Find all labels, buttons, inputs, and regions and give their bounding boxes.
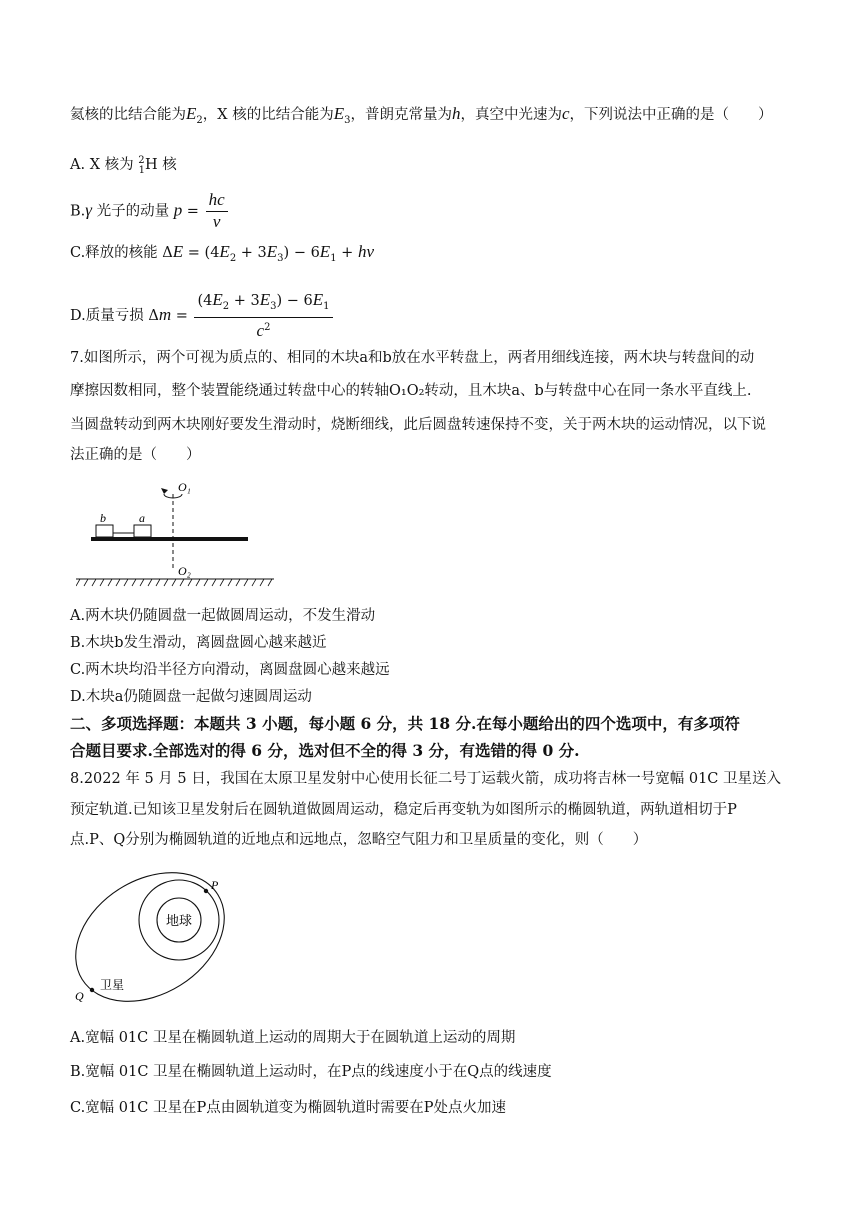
label-a: a <box>139 511 145 525</box>
label-p: P <box>211 878 219 892</box>
q7-option-b: B.木块b发生滑动，离圆盘圆心越来越近 <box>70 635 327 651</box>
label-o2: O₂ <box>178 564 191 578</box>
q6-option-d: D.质量亏损 Δm = $\frac{(4E_2 + 3E_3) - 6E_1}{c^2}$ <box>70 290 335 342</box>
q8-option-b: B.宽幅 01C 卫星在椭圆轨道上运动时，在P点的线速度小于在Q点的线速度 <box>70 1064 552 1080</box>
orbit-figure <box>72 872 242 1007</box>
label-satellite: 卫星 <box>100 978 125 992</box>
q7-stem-line-2: 摩擦因数相同，整个装置能绕通过转盘中心的转轴O₁O₂转动，且木块a、b与转盘中心在同一条水平直线上. <box>70 383 752 399</box>
q7-option-c: C.两木块均沿半径方向滑动，离圆盘圆心越来越远 <box>70 662 390 678</box>
q8-option-a: A.宽幅 01C 卫星在椭圆轨道上运动的周期大于在圆轨道上运动的周期 <box>70 1030 516 1046</box>
q8-stem-line-3: 点.P、Q分别为椭圆轨道的近地点和远地点，忽略空气阻力和卫星质量的变化，则（ ） <box>70 832 648 848</box>
label-b: b <box>100 511 106 525</box>
q6-option-b: B.γ 光子的动量 p = $\frac{hc}{v}$ <box>70 190 230 233</box>
q7-stem-line-4: 法正确的是（ ） <box>70 447 201 463</box>
label-o1: O₁ <box>178 480 191 494</box>
q6-option-c: C.释放的核能 $\Delta E = (4E_2 + 3E_3) - 6E_1 + h\nu$ <box>70 242 374 264</box>
q7-option-a: A.两木块仍随圆盘一起做圆周运动，不发生滑动 <box>70 608 376 624</box>
q7-stem-line-1: 7.如图所示，两个可视为质点的、相同的木块a和b放在水平转盘上，两者用细线连接，两木块与转盘间的动 <box>70 350 755 366</box>
q6-option-a: A. X 核为 $^2_1$H 核 <box>70 155 177 176</box>
label-earth: 地球 <box>165 913 193 928</box>
q7-stem-line-3: 当圆盘转动到两木块刚好要发生滑动时，烧断细线，此后圆盘转速保持不变，关于两木块的运动情况，以下说 <box>70 417 766 433</box>
q8-stem-line-1: 8.2022 年 5 月 5 日，我国在太原卫星发射中心使用长征二号丁运载火箭，成功将吉林一号宽幅 01C 卫星送入 <box>70 771 781 787</box>
q6-stem-line: 氦核的比结合能为$E_2$，X 核的比结合能为$E_3$，普朗克常量为h，真空中光速为c，下列说法中正确的是（ ） <box>70 104 773 126</box>
turntable-figure <box>76 476 276 591</box>
section2-heading-line-1: 二、多项选择题：本题共 3 小题，每小题 6 分，共 18 分.在每小题给出的四个选项中，有多项符 <box>70 714 740 733</box>
q8-stem-line-2: 预定轨道.已知该卫星发射后在圆轨道做圆周运动，稳定后再变轨为如图所示的椭圆轨道，两轨道相切于P <box>70 802 737 818</box>
label-q: Q <box>75 989 84 1003</box>
q7-option-d: D.木块a仍随圆盘一起做匀速圆周运动 <box>70 689 312 705</box>
section2-heading-line-2: 合题目要求.全部选对的得 6 分，选对但不全的得 3 分，有选错的得 0 分. <box>70 741 580 760</box>
q8-option-c: C.宽幅 01C 卫星在P点由圆轨道变为椭圆轨道时需要在P处点火加速 <box>70 1100 506 1116</box>
